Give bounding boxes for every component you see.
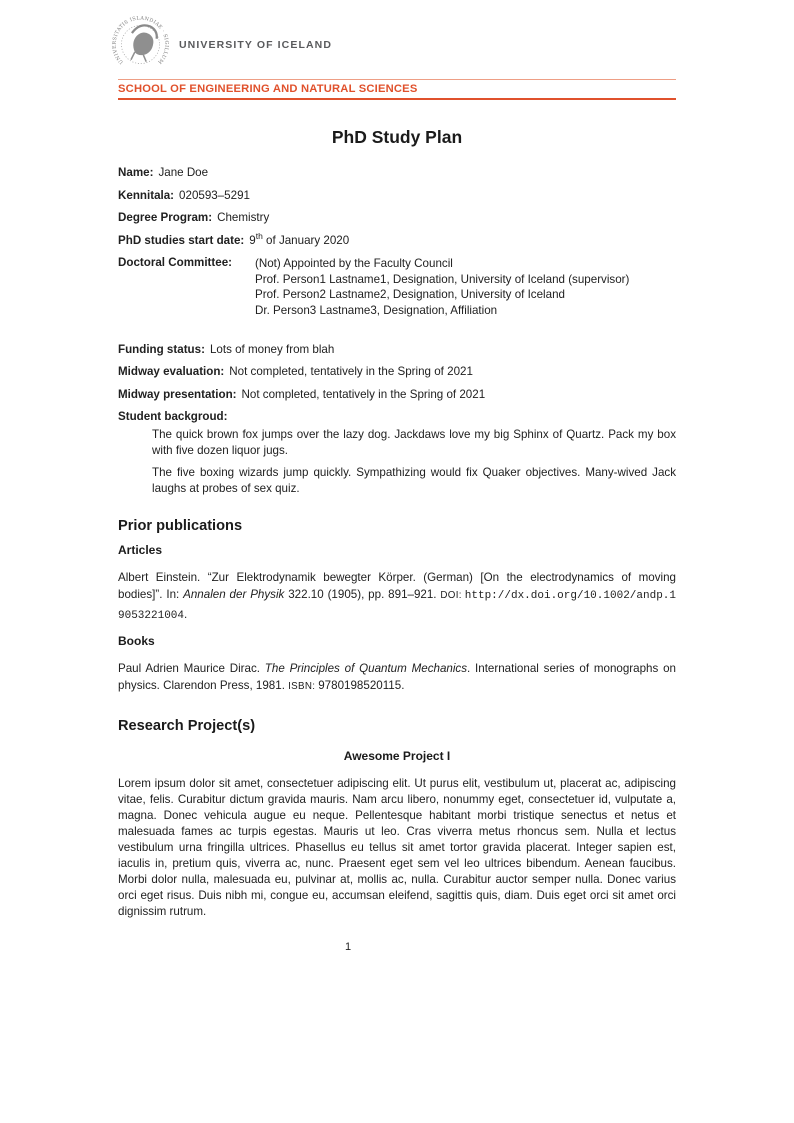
document-content [118,127,676,920]
article-journal: Annalen der Physik [183,588,285,602]
field-value: Not completed, tentatively in the Spring of 2021 [241,387,486,401]
committee-line: Dr. Person3 Lastname3, Designation, Affiliation [255,304,498,318]
isbn-label: ISBN: [288,681,316,693]
field-degree-program [118,211,676,225]
field-value: 020593–5291 [179,188,250,202]
committee-line: (Not) Appointed by the Faculty Council [255,257,453,270]
field-start-date [118,230,676,248]
doi-label: DOI: [440,590,462,602]
student-background-paragraph: The quick brown fox jumps over the lazy dog. Jackdaws love my big Sphinx of Quartz. Pack my box with five dozen liquor jugs. [152,428,676,457]
committee-lines [255,256,676,319]
field-label: Midway presentation: [118,387,237,401]
start-date-day: 9 [249,233,256,247]
page-number: 1 [344,941,352,953]
school-name: SCHOOL OF ENGINEERING AND NATURAL SCIENCES [118,83,418,95]
field-midway-presentation [118,388,676,402]
student-background-paragraph: The five boxing wizards jump quickly. Sympathizing would fix Quaker objectives. Many-wived Jack laughs at probes of sex quiz. [152,466,676,495]
university-wordmark: UNIVERSITY OF ICELAND [179,38,333,51]
book-title: The Principles of Quantum Mechanics [264,662,468,676]
field-value: Lots of money from blah [209,342,335,356]
field-student-background [118,410,676,424]
university-brand [110,14,676,75]
isbn-value: 9780198520115. [318,679,405,693]
field-value [249,230,350,247]
field-label: Student backgroud: [118,410,228,424]
field-midway-evaluation [118,365,676,379]
field-kennitala [118,189,676,203]
doi-link[interactable]: http://dx.doi.org/10.1002/andp.19053221004 [118,590,676,622]
start-date-rest: of January 2020 [262,233,350,247]
seal-ring-text: UNIVERSITATIS ISLANDIAE · SIGILLUM [111,15,170,65]
field-value: Chemistry [217,211,270,224]
field-funding-status [118,343,676,357]
header [110,0,676,100]
book-publisher-info: . International series of monographs on physics. Clarendon Press, 1981. [118,662,676,693]
field-label: Degree Program: [118,211,213,224]
field-value: Jane Doe [158,166,209,179]
field-value: Not completed, tentatively in the Spring of 2021 [229,365,473,379]
field-label: Doctoral Committee: [118,256,233,269]
books-heading: Books [118,634,155,649]
project-description: Lorem ipsum dolor sit amet, consectetuer adipiscing elit. Ut purus elit, vestibulum ut, placerat ac, adipiscing vitae, felis. Curabitur dictum gravida mauris. Nam arcu libero, nonummy eget, consectetuer id, vulputate a, magna. Donec vehicula augue eu neque. Pellentesque habitant morbi tristique senectus et netus et malesuada fames ac turpis egestas. Mauris ut leo. Cras viverra metus rhoncus sem. Nulla et lectus vestibulum urna fringilla ultrices. Phasellus eu tellus sit amet tortor gravida placerat. Integer sapien est, iaculis in, pretium quis, viverra ac, nunc. Praesent eget sem vel leo ultrices bibendum. Aenean faucibus. Morbi dolor nulla, malesuada eu, pulvinar at, mollis ac, nulla. Curabitur auctor semper nulla. Donec varius orci eget risus. Duis nibh mi, congue eu, accumsan eleifend, sagittis quis, diam. Duis eget orci sit amet orci dignissim rutrum. [118,776,676,918]
committee-line: Prof. Person1 Lastname1, Designation, University of Iceland (supervisor) [255,272,630,286]
article-volume-pages: 322.10 (1905), pp. 891–921. [284,588,441,602]
project-title: Awesome Project I [343,748,451,763]
prior-publications-heading: Prior publications [118,518,243,535]
field-doctoral-committee [118,256,676,319]
articles-heading: Articles [118,543,163,558]
field-label: Funding status: [118,342,205,356]
field-name [118,166,676,180]
book-reference [118,660,676,696]
university-seal-icon [110,14,171,75]
field-label: Kennitala: [118,188,175,202]
field-label: PhD studies start date: [118,233,245,247]
start-date-ordinal: th [255,230,263,241]
field-label: Name: [118,166,154,179]
field-label: Midway evaluation: [118,365,225,379]
research-projects-heading: Research Project(s) [118,717,256,734]
article-authors-title: Albert Einstein. “Zur Elektrodynamik bewegter Körper. (German) [On the electrodynamics of moving bodies]”. In: [118,571,676,602]
document-title: PhD Study Plan [331,127,463,147]
committee-line: Prof. Person2 Lastname2, Designation, University of Iceland [255,288,565,302]
header-rule-bottom [118,98,676,100]
book-authors: Paul Adrien Maurice Dirac. [118,662,265,676]
article-reference [118,569,676,625]
article-terminal-period: . [184,607,188,621]
